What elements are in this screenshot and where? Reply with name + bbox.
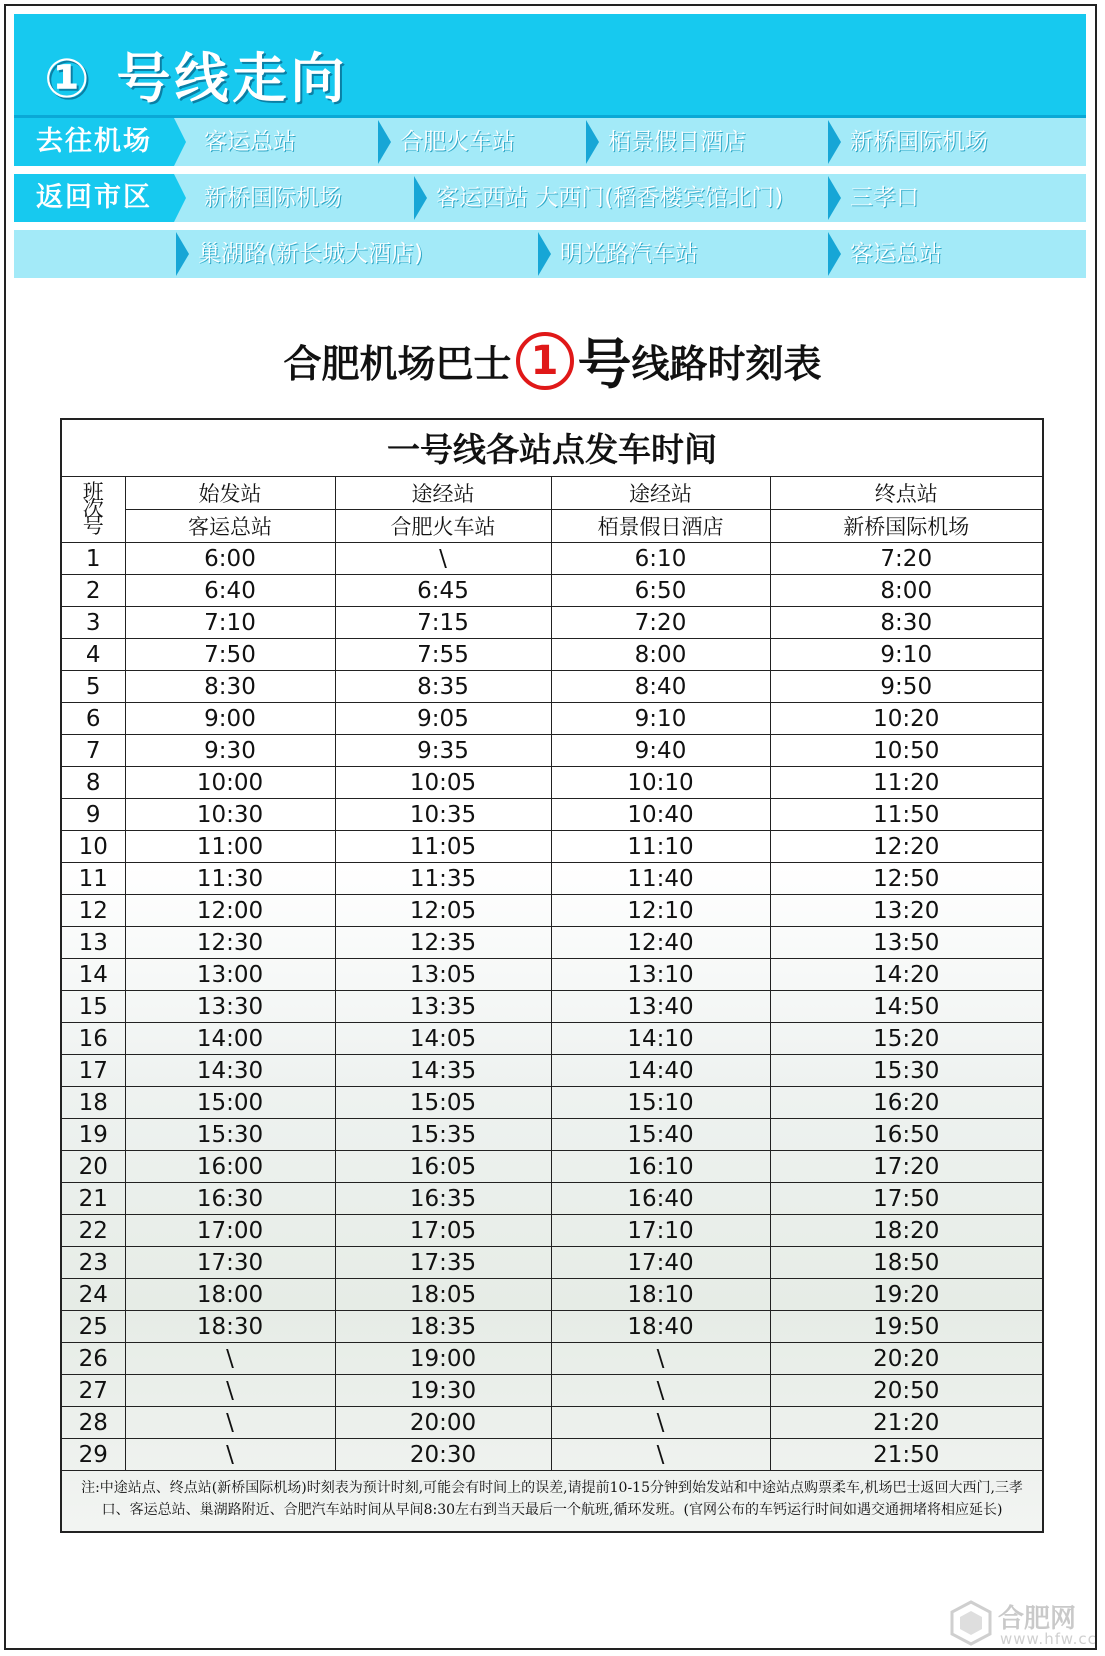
time-cell: 6:10	[551, 543, 770, 575]
trip-number-cell: 29	[62, 1439, 125, 1471]
time-cell: 17:00	[125, 1215, 335, 1247]
time-cell: 13:50	[770, 927, 1042, 959]
route-row-to-city-continued	[14, 230, 1086, 278]
time-cell: \	[551, 1439, 770, 1471]
time-cell: 15:00	[125, 1087, 335, 1119]
table-row	[62, 1439, 1042, 1471]
time-cell: 14:35	[335, 1055, 551, 1087]
time-cell: 9:35	[335, 735, 551, 767]
time-cell: 12:05	[335, 895, 551, 927]
trip-number-cell: 14	[62, 959, 125, 991]
trip-number-cell: 3	[62, 607, 125, 639]
title-hao: 号	[577, 333, 632, 396]
time-cell: 13:30	[125, 991, 335, 1023]
table-row	[62, 927, 1042, 959]
time-cell: 12:35	[335, 927, 551, 959]
col-type: 途经站	[551, 477, 770, 510]
time-cell: 21:20	[770, 1407, 1042, 1439]
time-cell: 10:05	[335, 767, 551, 799]
trip-number-cell: 2	[62, 575, 125, 607]
time-cell: 12:40	[551, 927, 770, 959]
route-stop: 栢景假日酒店	[584, 118, 746, 166]
banci-header: 班 次 号	[62, 477, 125, 543]
time-cell: 13:10	[551, 959, 770, 991]
time-cell: 17:20	[770, 1151, 1042, 1183]
line-number-badge: 1	[516, 332, 574, 390]
table-row	[62, 703, 1042, 735]
table-row	[62, 607, 1042, 639]
time-cell: 18:20	[770, 1215, 1042, 1247]
route-stop: 新桥国际机场	[826, 118, 988, 166]
time-cell: 18:00	[125, 1279, 335, 1311]
table-row	[62, 863, 1042, 895]
time-cell: 19:20	[770, 1279, 1042, 1311]
table-row	[62, 1023, 1042, 1055]
time-cell: 15:35	[335, 1119, 551, 1151]
timetable-body	[62, 543, 1042, 1471]
table-row	[62, 1183, 1042, 1215]
time-cell: 20:20	[770, 1343, 1042, 1375]
route-row-to-city	[14, 174, 1086, 222]
route-stop: 客运总站	[204, 129, 296, 155]
time-cell: 16:05	[335, 1151, 551, 1183]
time-cell: 8:35	[335, 671, 551, 703]
trip-number-cell: 24	[62, 1279, 125, 1311]
time-cell: 15:40	[551, 1119, 770, 1151]
time-cell: 21:50	[770, 1439, 1042, 1471]
time-cell: 9:40	[551, 735, 770, 767]
time-cell: 13:35	[335, 991, 551, 1023]
table-row	[62, 1247, 1042, 1279]
time-cell: 18:40	[551, 1311, 770, 1343]
header-row-types	[62, 477, 1042, 510]
table-row	[62, 1343, 1042, 1375]
time-cell: 13:20	[770, 895, 1042, 927]
time-cell: \	[125, 1439, 335, 1471]
time-cell: 14:00	[125, 1023, 335, 1055]
col-station: 客运总站	[125, 510, 335, 543]
time-cell: 16:50	[770, 1119, 1042, 1151]
time-cell: 12:50	[770, 863, 1042, 895]
time-cell: 10:40	[551, 799, 770, 831]
time-cell: \	[125, 1407, 335, 1439]
time-cell: 6:50	[551, 575, 770, 607]
time-cell: \	[551, 1375, 770, 1407]
time-cell: 11:30	[125, 863, 335, 895]
route-stop: 客运西站 大西门(稻香楼宾馆北门)	[412, 174, 783, 222]
time-cell: 9:50	[770, 671, 1042, 703]
table-row	[62, 671, 1042, 703]
time-cell: 6:40	[125, 575, 335, 607]
time-cell: 19:30	[335, 1375, 551, 1407]
time-cell: 12:10	[551, 895, 770, 927]
time-cell: 15:20	[770, 1023, 1042, 1055]
time-cell: \	[551, 1407, 770, 1439]
time-cell: 16:40	[551, 1183, 770, 1215]
table-row	[62, 831, 1042, 863]
time-cell: 13:00	[125, 959, 335, 991]
trip-number-cell: 20	[62, 1151, 125, 1183]
table-row	[62, 1311, 1042, 1343]
table-row	[62, 1151, 1042, 1183]
time-cell: 7:20	[770, 543, 1042, 575]
time-cell: 8:00	[551, 639, 770, 671]
time-cell: 8:00	[770, 575, 1042, 607]
time-cell: 18:50	[770, 1247, 1042, 1279]
route-stop: 合肥火车站	[376, 118, 515, 166]
table-row	[62, 1407, 1042, 1439]
time-cell: 18:30	[125, 1311, 335, 1343]
route-tag: 去往机场	[14, 118, 174, 166]
time-cell: 7:55	[335, 639, 551, 671]
table-caption: 一号线各站点发车时间	[62, 420, 1042, 477]
time-cell: 18:05	[335, 1279, 551, 1311]
time-cell: \	[125, 1343, 335, 1375]
time-cell: 11:20	[770, 767, 1042, 799]
time-cell: 17:05	[335, 1215, 551, 1247]
trip-number-cell: 1	[62, 543, 125, 575]
table-row	[62, 1215, 1042, 1247]
time-cell: 19:50	[770, 1311, 1042, 1343]
time-cell: 11:00	[125, 831, 335, 863]
table-row	[62, 767, 1042, 799]
table-row	[62, 1375, 1042, 1407]
trip-number-cell: 13	[62, 927, 125, 959]
time-cell: 17:50	[770, 1183, 1042, 1215]
time-cell: 14:50	[770, 991, 1042, 1023]
title-suffix: 线路时刻表	[631, 342, 822, 386]
trip-number-cell: 11	[62, 863, 125, 895]
time-cell: 16:10	[551, 1151, 770, 1183]
time-cell: 13:05	[335, 959, 551, 991]
time-cell: 12:20	[770, 831, 1042, 863]
route-row-to-airport	[14, 118, 1086, 166]
route-stop: 明光路汽车站	[536, 230, 698, 278]
time-cell: 18:10	[551, 1279, 770, 1311]
time-cell: 11:05	[335, 831, 551, 863]
time-cell: 11:35	[335, 863, 551, 895]
trip-number-cell: 12	[62, 895, 125, 927]
trip-number-cell: 9	[62, 799, 125, 831]
time-cell: 15:10	[551, 1087, 770, 1119]
time-cell: 17:10	[551, 1215, 770, 1247]
trip-number-cell: 7	[62, 735, 125, 767]
timetable-grid	[62, 477, 1042, 1471]
time-cell: 6:00	[125, 543, 335, 575]
time-cell: 12:30	[125, 927, 335, 959]
time-cell: 10:10	[551, 767, 770, 799]
table-row	[62, 799, 1042, 831]
trip-number-cell: 8	[62, 767, 125, 799]
table-row	[62, 735, 1042, 767]
time-cell: 10:30	[125, 799, 335, 831]
col-station: 合肥火车站	[335, 510, 551, 543]
trip-number-cell: 15	[62, 991, 125, 1023]
table-row	[62, 543, 1042, 575]
table-row	[62, 639, 1042, 671]
table-row	[62, 1119, 1042, 1151]
table-row	[62, 895, 1042, 927]
col-type: 始发站	[125, 477, 335, 510]
logo-name: 合肥网	[998, 1604, 1077, 1634]
trip-number-cell: 19	[62, 1119, 125, 1151]
time-cell: 8:30	[125, 671, 335, 703]
table-row	[62, 1055, 1042, 1087]
time-cell: 14:05	[335, 1023, 551, 1055]
time-cell: 15:05	[335, 1087, 551, 1119]
time-cell: 17:30	[125, 1247, 335, 1279]
route-stop: 新桥国际机场	[204, 185, 342, 211]
time-cell: 10:00	[125, 767, 335, 799]
trip-number-cell: 23	[62, 1247, 125, 1279]
table-row	[62, 1279, 1042, 1311]
time-cell: 16:20	[770, 1087, 1042, 1119]
time-cell: 6:45	[335, 575, 551, 607]
route-stop: 三孝口	[826, 174, 919, 222]
time-cell: 15:30	[125, 1119, 335, 1151]
col-type: 途经站	[335, 477, 551, 510]
time-cell: 10:50	[770, 735, 1042, 767]
time-cell: 17:40	[551, 1247, 770, 1279]
time-cell: 20:50	[770, 1375, 1042, 1407]
time-cell: 18:35	[335, 1311, 551, 1343]
time-cell: 16:00	[125, 1151, 335, 1183]
time-cell: 7:50	[125, 639, 335, 671]
table-row	[62, 1087, 1042, 1119]
time-cell: \	[335, 543, 551, 575]
header-title: ① 号线走向	[44, 47, 349, 110]
trip-number-cell: 4	[62, 639, 125, 671]
trip-number-cell: 17	[62, 1055, 125, 1087]
time-cell: 9:10	[770, 639, 1042, 671]
col-type: 终点站	[770, 477, 1042, 510]
table-row	[62, 991, 1042, 1023]
trip-number-cell: 26	[62, 1343, 125, 1375]
time-cell: 15:30	[770, 1055, 1042, 1087]
trip-number-cell: 27	[62, 1375, 125, 1407]
hfw-logo-icon	[948, 1600, 994, 1646]
time-cell: 11:40	[551, 863, 770, 895]
trip-number-cell: 22	[62, 1215, 125, 1247]
time-cell: 8:40	[551, 671, 770, 703]
time-cell: 19:00	[335, 1343, 551, 1375]
time-cell: 17:35	[335, 1247, 551, 1279]
time-cell: 16:30	[125, 1183, 335, 1215]
time-cell: 12:00	[125, 895, 335, 927]
time-cell: 8:30	[770, 607, 1042, 639]
timetable	[60, 418, 1044, 1533]
trip-number-cell: 25	[62, 1311, 125, 1343]
time-cell: 9:10	[551, 703, 770, 735]
time-cell: 14:30	[125, 1055, 335, 1087]
col-station: 栢景假日酒店	[551, 510, 770, 543]
time-cell: \	[125, 1375, 335, 1407]
time-cell: \	[551, 1343, 770, 1375]
hfw-logo	[948, 1598, 1098, 1650]
trip-number-cell: 21	[62, 1183, 125, 1215]
time-cell: 13:40	[551, 991, 770, 1023]
route-tag: 返回市区	[14, 174, 174, 222]
time-cell: 20:00	[335, 1407, 551, 1439]
timetable-title	[0, 322, 1105, 399]
time-cell: 9:05	[335, 703, 551, 735]
col-station: 新桥国际机场	[770, 510, 1042, 543]
time-cell: 9:30	[125, 735, 335, 767]
trip-number-cell: 5	[62, 671, 125, 703]
time-cell: 14:40	[551, 1055, 770, 1087]
time-cell: 14:20	[770, 959, 1042, 991]
title-prefix: 合肥机场巴士	[283, 342, 512, 386]
route-stop: 客运总站	[826, 230, 942, 278]
route-stop: 巢湖路(新长城大酒店)	[174, 230, 423, 278]
time-cell: 9:00	[125, 703, 335, 735]
header-row-stations	[62, 510, 1042, 543]
trip-number-cell: 10	[62, 831, 125, 863]
trip-number-cell: 18	[62, 1087, 125, 1119]
time-cell: 7:20	[551, 607, 770, 639]
time-cell: 10:35	[335, 799, 551, 831]
logo-url: www.hfw.cc	[1000, 1630, 1097, 1648]
table-row	[62, 959, 1042, 991]
time-cell: 20:30	[335, 1439, 551, 1471]
route-header	[14, 14, 1086, 118]
time-cell: 11:10	[551, 831, 770, 863]
time-cell: 7:15	[335, 607, 551, 639]
time-cell: 10:20	[770, 703, 1042, 735]
time-cell: 16:35	[335, 1183, 551, 1215]
trip-number-cell: 28	[62, 1407, 125, 1439]
footnote: 注:中途站点、终点站(新桥国际机场)时刻表为预计时刻,可能会有时间上的误差,请提前10-15分钟到始发站和中途站点购票柔车,机场巴士返回大西门,三孝口、客运总站、巢湖路附近、合肥汽车站时间从早间8:30左右到当天最后一个航班,循环发班。(官网公布的车钙运行时间如遇交通拥堵将相应延长)	[81, 1480, 1023, 1518]
trip-number-cell: 16	[62, 1023, 125, 1055]
time-cell: 11:50	[770, 799, 1042, 831]
table-row	[62, 575, 1042, 607]
time-cell: 14:10	[551, 1023, 770, 1055]
time-cell: 7:10	[125, 607, 335, 639]
trip-number-cell: 6	[62, 703, 125, 735]
